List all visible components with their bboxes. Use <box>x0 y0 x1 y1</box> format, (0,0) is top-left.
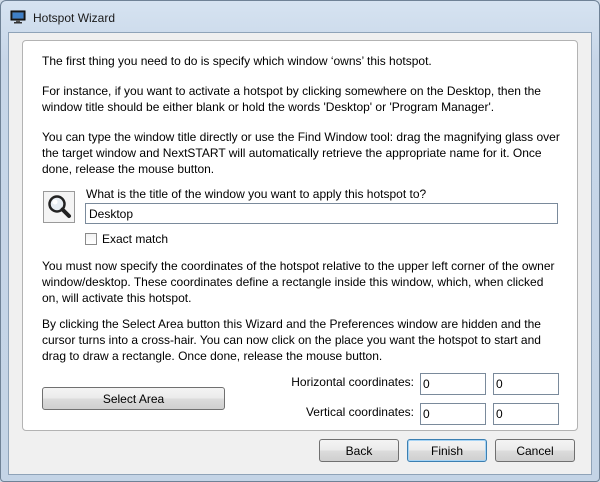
window-title-input[interactable] <box>85 203 558 224</box>
vertical-from-input[interactable] <box>420 403 486 425</box>
exact-match-label: Exact match <box>102 232 169 246</box>
coords-paragraph-2: By clicking the Select Area button this Wizard and the Preferences window are hidden and the cursor turns into a cross-hair. You can now click on the place you want the hotspot to start and drag to draw a rectangle. Once done, release the mouse button. <box>42 317 541 363</box>
wizard-panel <box>22 40 578 431</box>
coords-paragraph-1: You must now specify the coordinates of the hotspot relative to the upper left corner of the owner window/desktop. These coordinates define a rectangle inside this window, which, when clicked on, will activate this hotspot. <box>42 259 555 305</box>
vertical-coordinates-label: Vertical coordinates: <box>305 405 414 419</box>
finish-button[interactable]: Finish <box>407 439 487 462</box>
find-window-tool[interactable] <box>43 191 75 223</box>
magnifying-glass-icon <box>44 211 74 225</box>
back-button[interactable]: Back <box>319 439 399 462</box>
cancel-button[interactable]: Cancel <box>495 439 575 462</box>
exact-match-checkbox[interactable] <box>85 233 97 245</box>
horizontal-to-input[interactable] <box>493 373 559 395</box>
title-bar[interactable] <box>1 1 599 33</box>
intro-paragraph-3: You can type the window title directly or use the Find Window tool: drag the magnifying glass over the target window and NextSTART will automatically retrieve the appropriate name for it. Once done, release the mouse button. <box>42 130 560 176</box>
window-title: Hotspot Wizard <box>33 11 116 25</box>
intro-paragraph-2: For instance, if you want to activate a hotspot by clicking somewhere on the Desktop, then the window title should be either blank or hold the words 'Desktop' or 'Program Manager'. <box>42 84 541 114</box>
vertical-to-input[interactable] <box>493 403 559 425</box>
intro-paragraph-1: The first thing you need to do is specify which window ‘owns’ this hotspot. <box>42 54 432 68</box>
window-title-question: What is the title of the window you want to apply this hotspot to? <box>86 187 427 201</box>
horizontal-from-input[interactable] <box>420 373 486 395</box>
select-area-button[interactable]: Select Area <box>42 387 225 410</box>
client-area <box>8 32 592 475</box>
horizontal-coordinates-label: Horizontal coordinates: <box>291 375 414 389</box>
monitor-icon <box>10 10 26 24</box>
